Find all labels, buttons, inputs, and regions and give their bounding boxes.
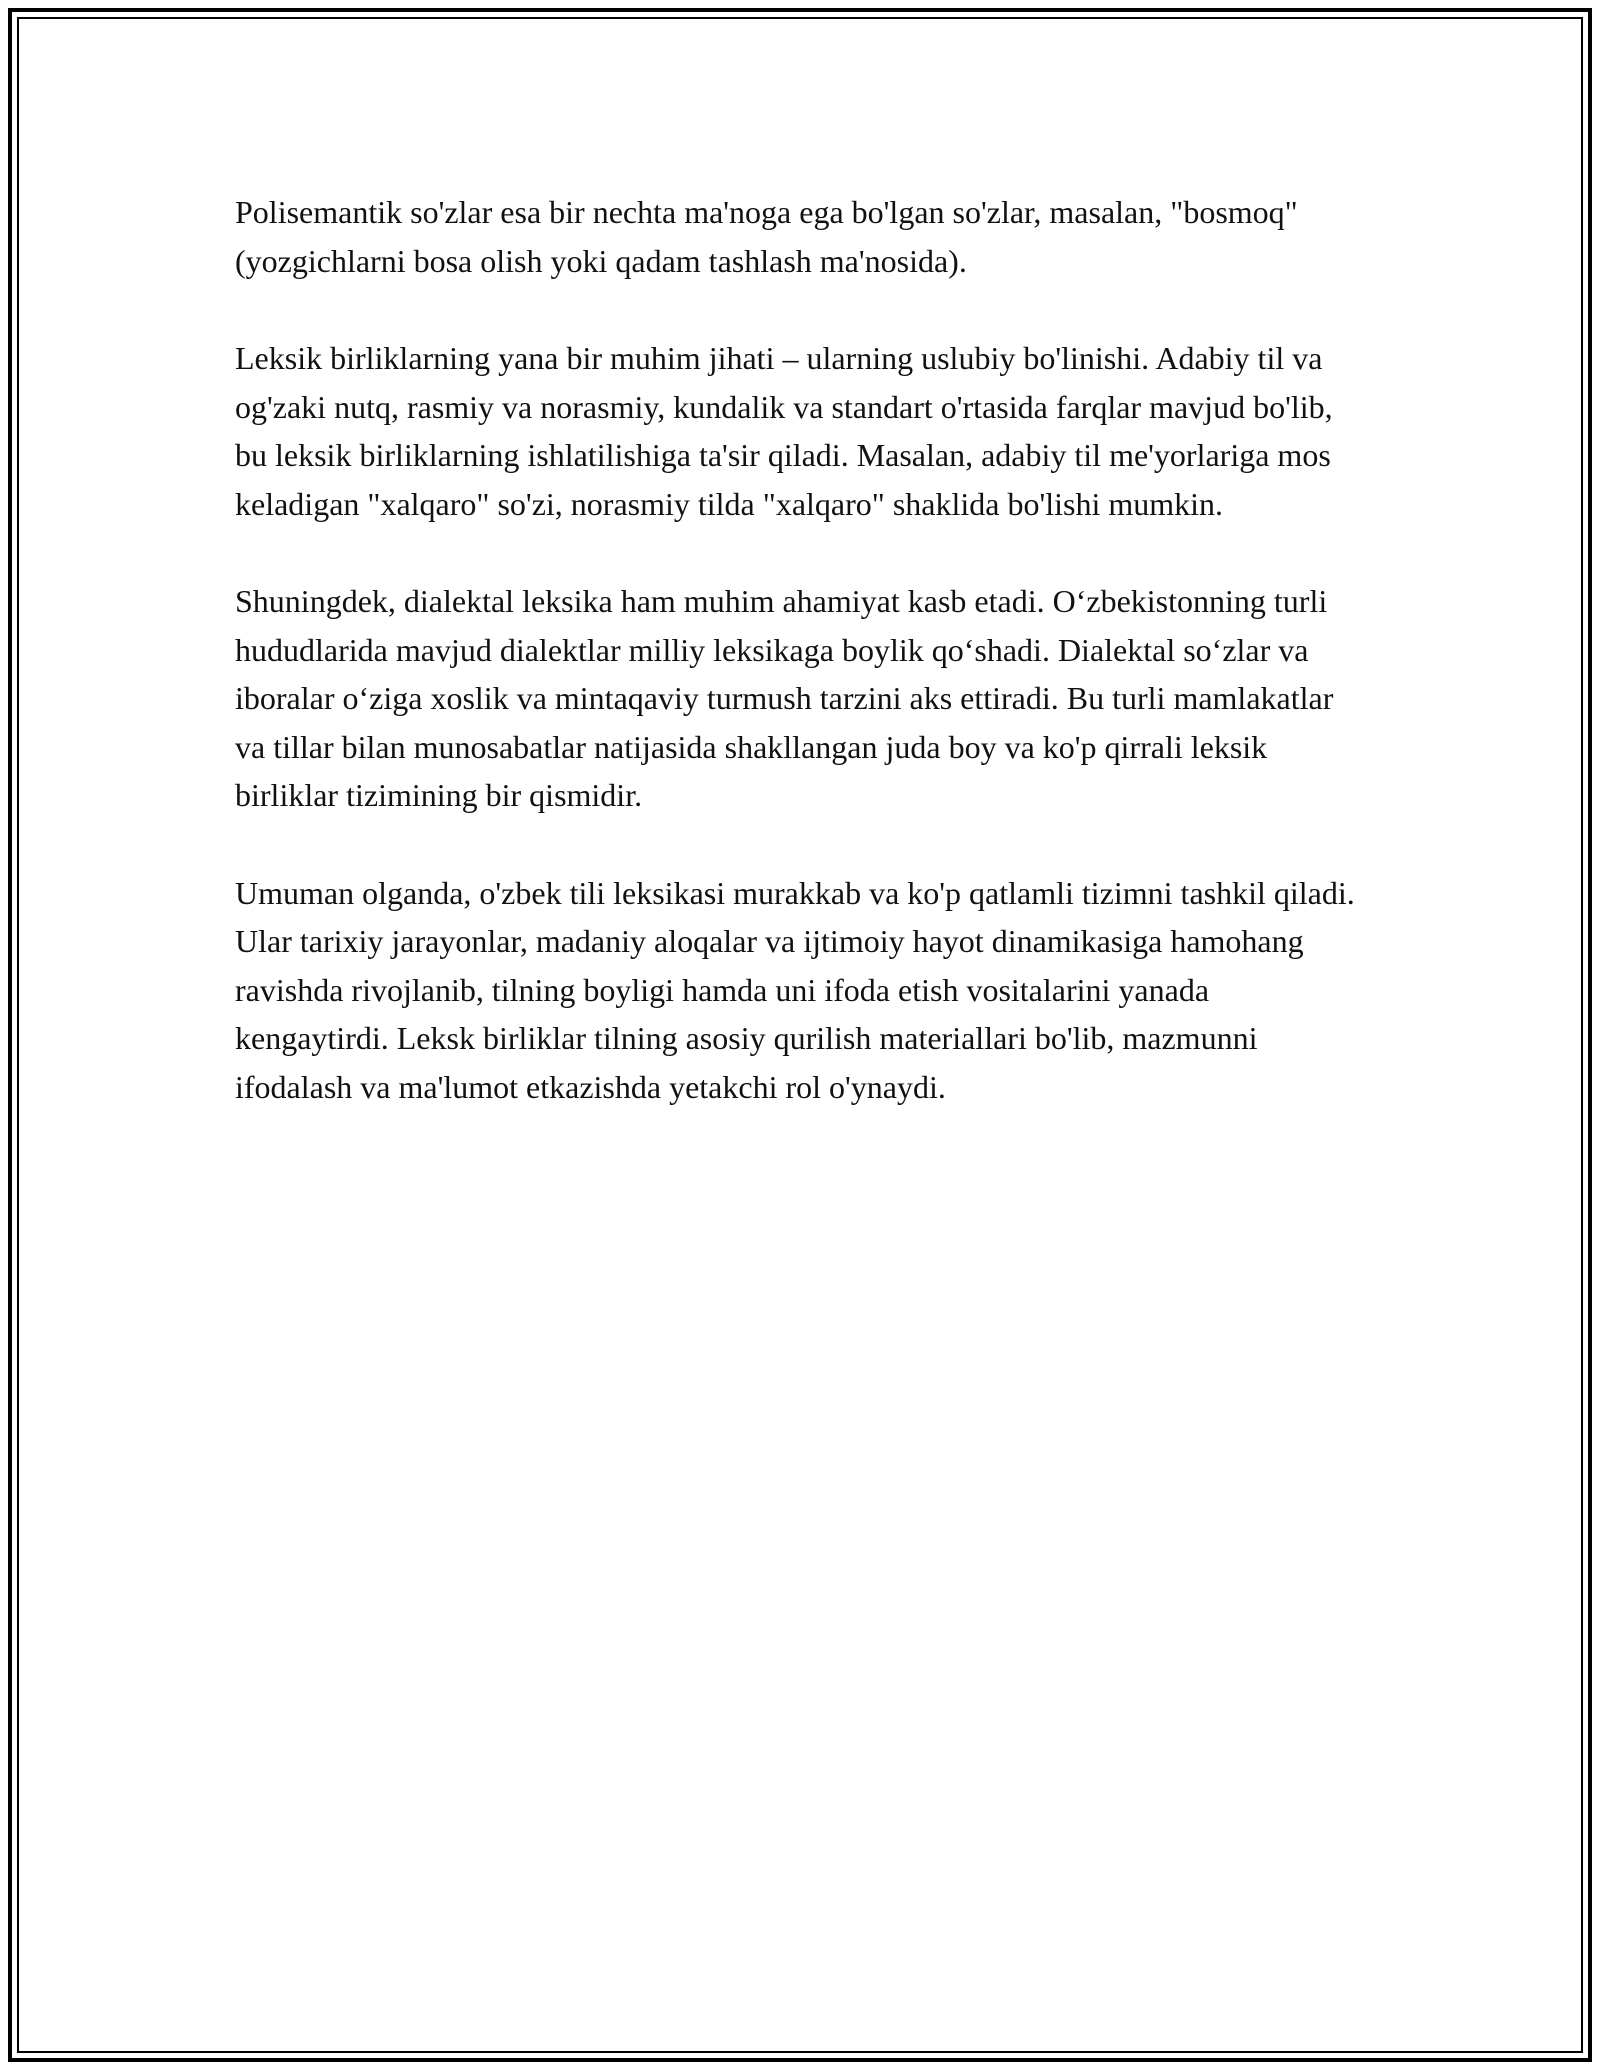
paragraph-polysemantic-words: Polisemantik so'zlar esa bir nechta ma'noga ega bo'lgan so'zlar, masalan, "bosmoq" (yozgichlarni bosa olish yoki qadam tashlash ma'nosida). — [235, 194, 1298, 279]
paragraph-dialectal-lexicon: Shuningdek, dialektal leksika ham muhim ahamiyat kasb etadi. O‘zbekistonning turli hududlarida mavjud dialektlar milliy leksikaga boylik qo‘shadi. Dialektal so‘zlar va iboralar o‘ziga xoslik va mintaqaviy turmush tarzini aks ettiradi. Bu turli mamlakatlar va tillar bilan munosabatlar natijasida shakllangan juda boy va ko'p qirrali leksik birliklar tizimining bir qismidir. — [235, 583, 1334, 813]
paragraph-stylistic-division: Leksik birliklarning yana bir muhim jihati – ularning uslubiy bo'linishi. Adabiy til va og'zaki nutq, rasmiy va norasmiy, kundalik va standart o'rtasida farqlar mavjud bo'lib, bu leksik birliklarning ishlatilishiga ta'sir qiladi. Masalan, adabiy til me'yorlariga mos keladigan "xalqaro" so'zi, norasmiy tilda "xalqaro" shaklida bo'lishi mumkin. — [235, 340, 1333, 522]
paragraph-conclusion: Umuman olganda, o'zbek tili leksikasi murakkab va ko'p qatlamli tizimni tashkil qiladi. Ular tarixiy jarayonlar, madaniy aloqalar va ijtimoiy hayot dinamikasiga hamohang ravishda rivojlanib, tilning boyligi hamda uni ifoda etish vositalarini yanada kengaytirdi. Leksk birliklar tilning asosiy qurilish materiallari bo'lib, mazmunni ifodalash va ma'lumot etkazishda yetakchi rol o'ynaydi. — [235, 874, 1355, 1105]
document-body — [235, 188, 1360, 1160]
